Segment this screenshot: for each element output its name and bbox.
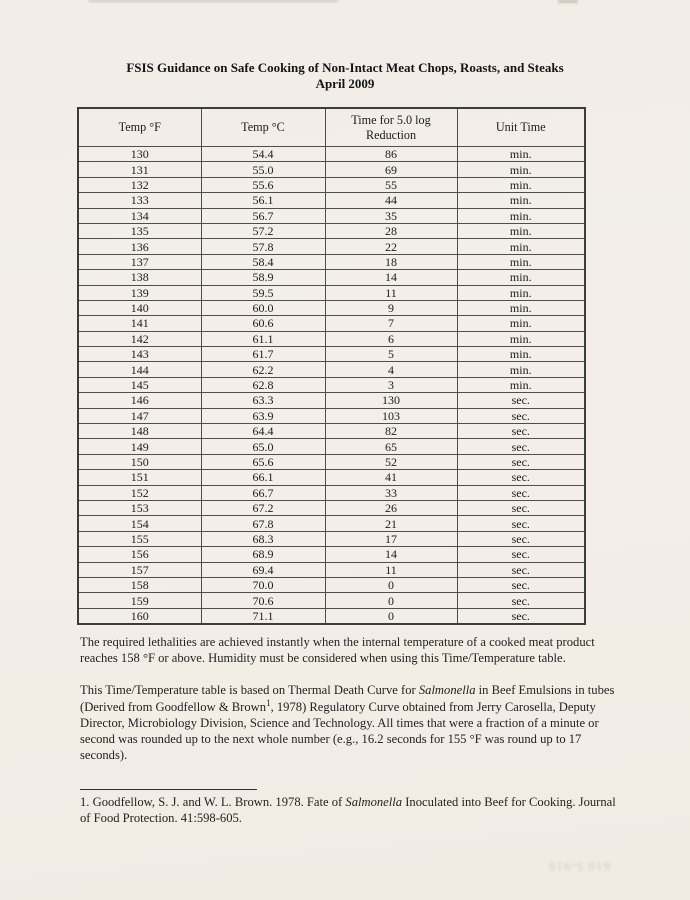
table-cell: 71.1 — [201, 608, 325, 624]
table-cell: 44 — [325, 193, 457, 208]
text-segment: Salmonella — [345, 795, 403, 809]
table-cell: min. — [457, 362, 585, 377]
table-cell: 160 — [78, 608, 201, 624]
table-cell: 57.2 — [201, 223, 325, 238]
table-cell: 54.4 — [201, 147, 325, 162]
text-segment: Salmonella — [418, 683, 476, 698]
table-cell: sec. — [457, 393, 585, 408]
table-row — [78, 608, 585, 624]
column-header-temp-f: Temp °F — [78, 108, 201, 147]
time-temperature-table — [77, 107, 586, 625]
column-header-temp-c: Temp °C — [201, 108, 325, 147]
table-cell: 6 — [325, 331, 457, 346]
table-cell: 63.3 — [201, 393, 325, 408]
table-cell: sec. — [457, 547, 585, 562]
footnote — [80, 789, 628, 826]
text-segment: Inoculated into Beef for Cooking. Journal of Food Protection. 41:598-605. — [80, 795, 616, 826]
table-row — [78, 347, 585, 362]
table-cell: 149 — [78, 439, 201, 454]
table-cell: 151 — [78, 470, 201, 485]
table-cell: 4 — [325, 362, 457, 377]
page-title: FSIS Guidance on Safe Cooking of Non-Intact Meat Chops, Roasts, and Steaks — [126, 60, 564, 75]
table-cell: 17 — [325, 531, 457, 546]
table-cell: min. — [457, 377, 585, 392]
table-cell: 0 — [325, 593, 457, 608]
table-cell: 154 — [78, 516, 201, 531]
table-cell: 157 — [78, 562, 201, 577]
table-cell: 65.0 — [201, 439, 325, 454]
table-cell: 60.6 — [201, 316, 325, 331]
table-cell: 137 — [78, 254, 201, 269]
table-cell: sec. — [457, 516, 585, 531]
table-row — [78, 424, 585, 439]
table-cell: 69.4 — [201, 562, 325, 577]
text-segment: 1 — [266, 697, 271, 708]
table-cell: 35 — [325, 208, 457, 223]
table-row — [78, 500, 585, 515]
table-cell: 150 — [78, 454, 201, 469]
table-cell: 58.9 — [201, 270, 325, 285]
table-cell: 68.3 — [201, 531, 325, 546]
table-cell: 131 — [78, 162, 201, 177]
table-cell: 155 — [78, 531, 201, 546]
table-row — [78, 485, 585, 500]
footnote-reference — [80, 794, 628, 826]
table-row — [78, 177, 585, 192]
table-cell: sec. — [457, 593, 585, 608]
table-row — [78, 300, 585, 315]
table-cell: 28 — [325, 223, 457, 238]
table-row — [78, 162, 585, 177]
table-row — [78, 147, 585, 162]
table-cell: 82 — [325, 424, 457, 439]
table-cell: min. — [457, 147, 585, 162]
table-cell: 58.4 — [201, 254, 325, 269]
table-cell: 68.9 — [201, 547, 325, 562]
table-cell: 33 — [325, 485, 457, 500]
table-cell: sec. — [457, 408, 585, 423]
table-row — [78, 408, 585, 423]
table-cell: 3 — [325, 377, 457, 392]
table-cell: 55 — [325, 177, 457, 192]
table-cell: 55.0 — [201, 162, 325, 177]
table-cell: 130 — [78, 147, 201, 162]
table-header-row — [78, 108, 585, 147]
table-cell: 133 — [78, 193, 201, 208]
table-cell: 21 — [325, 516, 457, 531]
table-row — [78, 577, 585, 592]
table-row — [78, 470, 585, 485]
table-cell: 144 — [78, 362, 201, 377]
table-cell: sec. — [457, 562, 585, 577]
scan-edge-artifact — [88, 0, 338, 2]
table-row — [78, 439, 585, 454]
table-row — [78, 531, 585, 546]
table-cell: min. — [457, 254, 585, 269]
table-cell: 11 — [325, 285, 457, 300]
table-cell: 64.4 — [201, 424, 325, 439]
table-cell: 7 — [325, 316, 457, 331]
table-cell: 86 — [325, 147, 457, 162]
table-cell: 136 — [78, 239, 201, 254]
table-cell: 65.6 — [201, 454, 325, 469]
table-cell: 152 — [78, 485, 201, 500]
text-segment: The required lethalities are achieved instantly when the internal temperature of a cooked meat product reaches 158 °F or above. Humidity must be considered when using this Time/Temperature table. — [80, 635, 595, 666]
table-cell: 140 — [78, 300, 201, 315]
table-cell: 61.7 — [201, 347, 325, 362]
table-row — [78, 193, 585, 208]
table-cell: min. — [457, 347, 585, 362]
table-cell: 70.6 — [201, 593, 325, 608]
text-segment: in Beef Emulsions in tubes (Derived from Goodfellow & Brown — [80, 683, 615, 714]
table-cell: 56.7 — [201, 208, 325, 223]
table-row — [78, 454, 585, 469]
table-cell: 69 — [325, 162, 457, 177]
table-row — [78, 270, 585, 285]
table-cell: 141 — [78, 316, 201, 331]
table-cell: 146 — [78, 393, 201, 408]
table-cell: sec. — [457, 454, 585, 469]
scan-edge-artifact — [558, 0, 578, 3]
table-cell: 139 — [78, 285, 201, 300]
table-cell: sec. — [457, 424, 585, 439]
table-cell: 142 — [78, 331, 201, 346]
table-cell: 70.0 — [201, 577, 325, 592]
table-row — [78, 562, 585, 577]
column-header-time: Time for 5.0 log Reduction — [325, 108, 457, 147]
table-cell: 62.8 — [201, 377, 325, 392]
table-row — [78, 254, 585, 269]
table-cell: 153 — [78, 500, 201, 515]
table-cell: 14 — [325, 270, 457, 285]
table-row — [78, 285, 585, 300]
table-cell: 134 — [78, 208, 201, 223]
table-cell: 59.5 — [201, 285, 325, 300]
table-cell: 5 — [325, 347, 457, 362]
table-row — [78, 316, 585, 331]
table-cell: sec. — [457, 470, 585, 485]
table-cell: 61.1 — [201, 331, 325, 346]
lethality-note-paragraph — [80, 634, 628, 666]
table-cell: 14 — [325, 547, 457, 562]
table-cell: min. — [457, 316, 585, 331]
text-segment: This Time/Temperature table is based on Thermal Death Curve for — [80, 683, 419, 698]
table-row — [78, 593, 585, 608]
table-cell: sec. — [457, 500, 585, 515]
table-cell: min. — [457, 270, 585, 285]
table-body — [78, 147, 585, 625]
table-row — [78, 362, 585, 377]
table-cell: 143 — [78, 347, 201, 362]
table-cell: min. — [457, 285, 585, 300]
table-cell: 148 — [78, 424, 201, 439]
table-cell: 52 — [325, 454, 457, 469]
table-row — [78, 547, 585, 562]
document-title-block — [0, 60, 690, 92]
table-row — [78, 377, 585, 392]
table-cell: 41 — [325, 470, 457, 485]
table-cell: 66.7 — [201, 485, 325, 500]
table-cell: 135 — [78, 223, 201, 238]
table-cell: 132 — [78, 177, 201, 192]
table-row — [78, 516, 585, 531]
table-cell: sec. — [457, 485, 585, 500]
table-cell: min. — [457, 239, 585, 254]
table-cell: 0 — [325, 608, 457, 624]
table-row — [78, 239, 585, 254]
table-row — [78, 223, 585, 238]
table-cell: 158 — [78, 577, 201, 592]
table-row — [78, 331, 585, 346]
table-cell: min. — [457, 193, 585, 208]
table-cell: 57.8 — [201, 239, 325, 254]
table-cell: 0 — [325, 577, 457, 592]
table-cell: sec. — [457, 577, 585, 592]
table-cell: 65 — [325, 439, 457, 454]
table-row — [78, 393, 585, 408]
table-row — [78, 208, 585, 223]
table-cell: 138 — [78, 270, 201, 285]
footnote-divider — [80, 789, 257, 790]
table-cell: min. — [457, 208, 585, 223]
source-note-paragraph — [80, 682, 628, 763]
table-cell: 9 — [325, 300, 457, 315]
table-cell: 56.1 — [201, 193, 325, 208]
table-cell: 159 — [78, 593, 201, 608]
table-cell: 103 — [325, 408, 457, 423]
table-cell: 18 — [325, 254, 457, 269]
table-cell: min. — [457, 177, 585, 192]
table-cell: sec. — [457, 531, 585, 546]
table-cell: 63.9 — [201, 408, 325, 423]
table-cell: 60.0 — [201, 300, 325, 315]
bleed-through-artifact: 610 5-919 — [547, 859, 611, 874]
text-segment: , 1978) Regulatory Curve obtained from Jerry Carosella, Deputy Director, Microbiology Division, Science and Technology. All times that were a fraction of a minute or second was rounded up to the next whole number (e.g., 16.2 seconds for 155 °F was round up to 17 seconds). — [80, 699, 599, 763]
table-cell: 66.1 — [201, 470, 325, 485]
table-cell: sec. — [457, 608, 585, 624]
column-header-unit-time: Unit Time — [457, 108, 585, 147]
table-cell: 67.2 — [201, 500, 325, 515]
table-cell: min. — [457, 162, 585, 177]
table-cell: min. — [457, 300, 585, 315]
table-cell: min. — [457, 223, 585, 238]
page-subtitle-date: April 2009 — [315, 76, 375, 91]
table-cell: 22 — [325, 239, 457, 254]
table-cell: sec. — [457, 439, 585, 454]
table-cell: 147 — [78, 408, 201, 423]
table-cell: 67.8 — [201, 516, 325, 531]
table-cell: 156 — [78, 547, 201, 562]
body-text — [80, 634, 628, 763]
table-cell: 11 — [325, 562, 457, 577]
table-cell: 130 — [325, 393, 457, 408]
table-cell: 26 — [325, 500, 457, 515]
text-segment: 1. Goodfellow, S. J. and W. L. Brown. 1978. Fate of — [80, 795, 346, 809]
table-cell: min. — [457, 331, 585, 346]
table-cell: 55.6 — [201, 177, 325, 192]
table-cell: 62.2 — [201, 362, 325, 377]
table-cell: 145 — [78, 377, 201, 392]
